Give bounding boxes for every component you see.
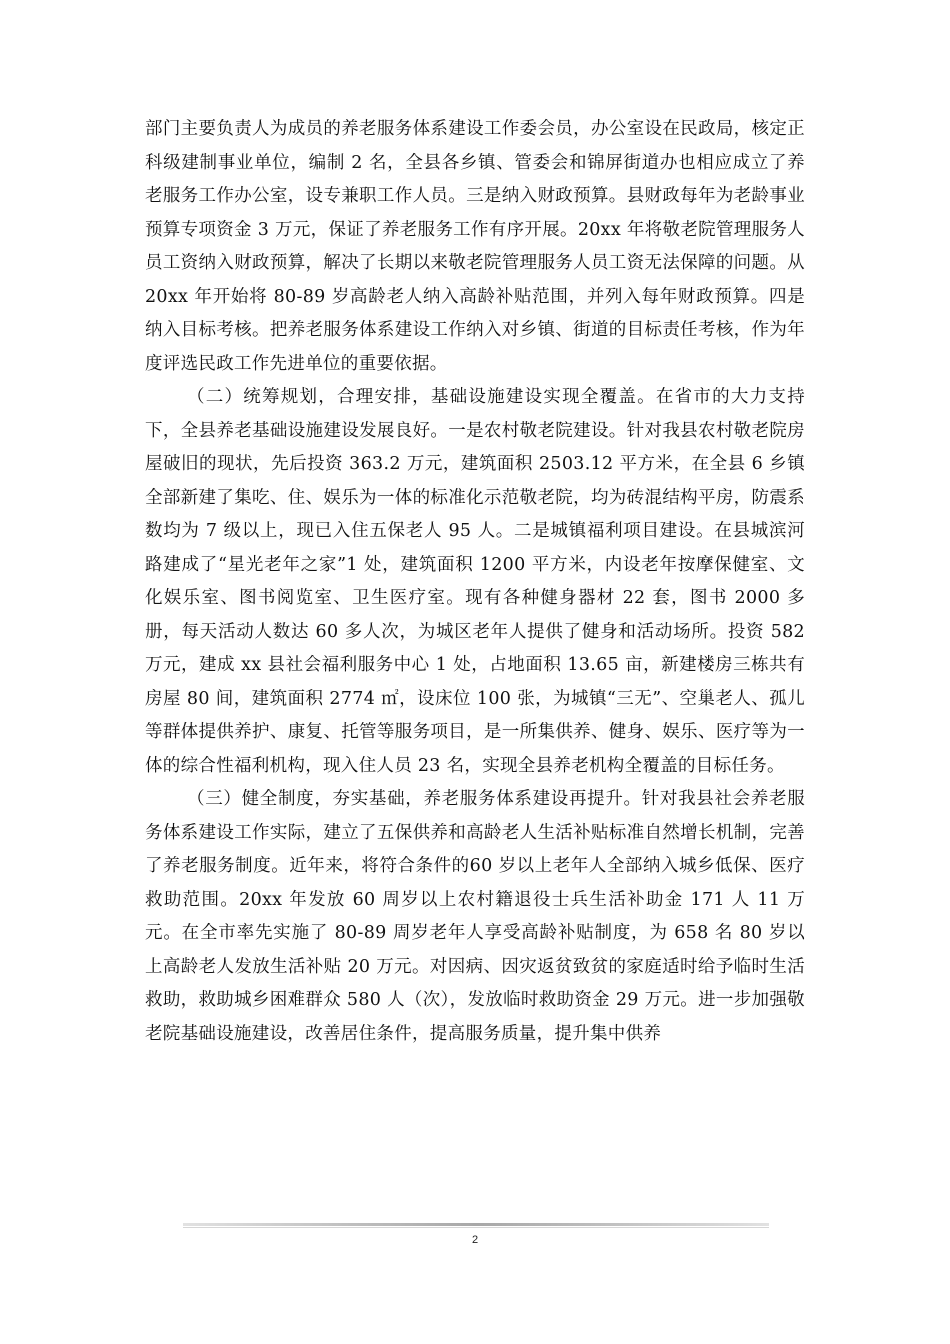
paragraph-1: 部门主要负责人为成员的养老服务体系建设工作委会员，办公室设在民政局，核定正科级建制事业单位，编制 2 名，全县各乡镇、管委会和锦屏街道办也相应成立了养老服务工作办公室，设专兼职工作人员。三是纳入财政预算。县财政每年为老龄事业预算专项资金 3 万元，保证了养老服务工作有序开展。20xx 年将敬老院管理服务人员工资纳入财政预算，解决了长期以来敬老院管理服务人员工资无法保障的问题。从 20xx 年开始将 80-89 岁高龄老人纳入高龄补贴范围，并列入每年财政预算。四是纳入目标考核。把养老服务体系建设工作纳入对乡镇、街道的目标责任考核，作为年度评选民政工作先进单位的重要依据。 [145, 119, 805, 374]
footer-divider-underline [183, 1227, 769, 1228]
footer-divider [183, 1223, 769, 1226]
document-body [145, 113, 805, 1051]
page-number: 2 [471, 1234, 479, 1246]
paragraph-3: （三）健全制度，夯实基础，养老服务体系建设再提升。针对我县社会养老服务体系建设工作实际，建立了五保供养和高龄老人生活补贴标准自然增长机制，完善了养老服务制度。近年来，将符合条件的60 岁以上老年人全部纳入城乡低保、医疗救助范围。20xx 年发放 60 周岁以上农村籍退役士兵生活补助金 171 人 11 万元。在全市率先实施了 80-89 周岁老年人享受高龄补贴制度，为 658 名 80 岁以上高龄老人发放生活补贴 20 万元。对因病、因灾返贫致贫的家庭适时给予临时生活救助，救助城乡困难群众 580 人（次），发放临时救助资金 29 万元。进一步加强敬老院基础设施建设，改善居住条件，提高服务质量，提升集中供养 [145, 789, 805, 1044]
paragraph-2: （二）统筹规划，合理安排，基础设施建设实现全覆盖。在省市的大力支持下，全县养老基础设施建设发展良好。一是农村敬老院建设。针对我县农村敬老院房屋破旧的现状，先后投资 363.2 万元，建筑面积 2503.12 平方米，在全县 6 乡镇全部新建了集吃、住、娱乐为一体的标准化示范敬老院，均为砖混结构平房，防震系数均为 7 级以上，现已入住五保老人 95 人。二是城镇福利项目建设。在县城滨河路建成了“星光老年之家”1 处，建筑面积 1200 平方米，内设老年按摩保健室、文化娱乐室、图书阅览室、卫生医疗室。现有各种健身器材 22 套，图书 2000 多册，每天活动人数达 60 多人次，为城区老年人提供了健身和活动场所。投资 582 万元，建成 xx 县社会福利服务中心 1 处，占地面积 13.65 亩，新建楼房三栋共有房屋 80 间，建筑面积 2774 ㎡，设床位 100 张，为城镇“三无”、空巢老人、孤儿等群体提供养护、康复、托管等服务项目，是一所集供养、健身、娱乐、医疗等为一体的综合性福利机构，现入住人员 23 名，实现全县养老机构全覆盖的目标任务。 [145, 387, 805, 776]
